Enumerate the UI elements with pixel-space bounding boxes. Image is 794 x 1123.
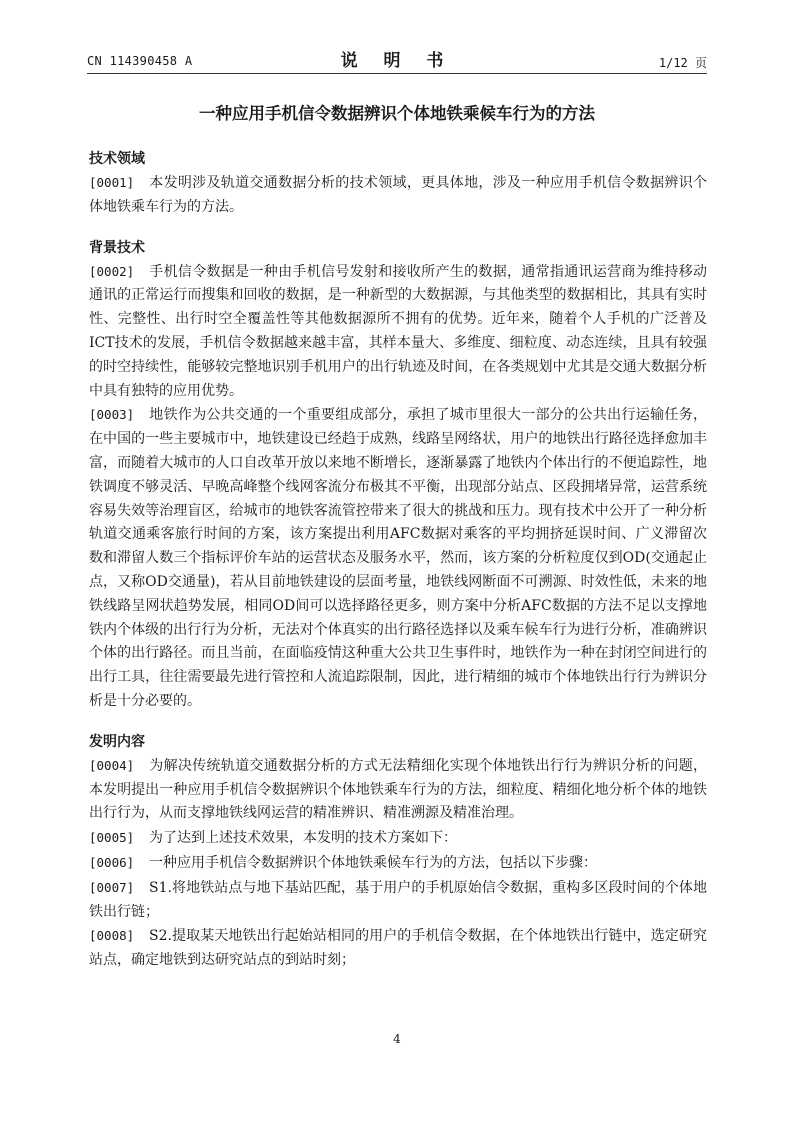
paragraph (89, 924, 707, 973)
paragraph-number: [0006] (89, 854, 135, 870)
paragraph-text: 本发明涉及轨道交通数据分析的技术领域，更具体地，涉及一种应用手机信令数据辨识个体地铁乘车行为的方法。 (89, 175, 707, 215)
page-header (87, 44, 707, 74)
paragraph-number: [0002] (89, 263, 135, 279)
section-heading: 发明内容 (89, 733, 145, 750)
paragraph (89, 754, 707, 826)
paragraph-number: [0004] (89, 757, 135, 773)
paragraph-text: S2.提取某天地铁出行起始站相同的用户的手机信令数据，在个体地铁出行链中，选定研究站点，确定地铁到达研究站点的到站时刻； (89, 928, 707, 969)
paragraph-text: 为解决传统轨道交通数据分析的方式无法精细化实现个体地铁出行行为辨识分析的问题，本发明提出一种应用手机信令数据辨识个体地铁乘车行为的方法，细粒度、精细化地分析个体的地铁出行行为，从而支撑地铁线网运营的精准辨识、精准溯源及精准治理。 (89, 757, 707, 822)
section-heading: 技术领域 (89, 151, 145, 167)
paragraph-text: 一种应用手机信令数据辨识个体地铁乘候车行为的方法，包括以下步骤： (149, 854, 597, 871)
publication-number: CN 114390458 A (87, 54, 193, 68)
paragraph-text: 地铁作为公共交通的一个重要组成部分，承担了城市里很大一部分的公共出行运输任务，在中国的一些主要城市中，地铁建设已经趋于成熟，线路呈网络状，用户的地铁出行路径选择愈加丰富，而随着大城市的人口自改革开放以来地不断增长，逐渐暴露了地铁内个体出行的不便追踪性，地铁调度不够灵活、早晚高峰整个线网客流分布极其不平衡，出现部分站点、区段拥堵异常，运营系统容易失效等治理盲区，给城市的地铁客流管控带来了很大的挑战和压力。现有技术中公开了一种分析轨道交通乘客旅行时间的方案，该方案提出利用AFC数据对乘客的平均拥挤延误时间、广义滞留次数和滞留人数三个指标评价车站的运营状态及服务水平，然而，该方案的分析粒度仅到OD(交通起止点，又称OD交通量)，若从目前地铁建设的层面考量，地铁线网断面不可溯源、时效性低，未来的地铁线路呈网状趋势发展，相同OD间可以选择路径更多，则方案中分析AFC数据的方法不足以支撑地铁内个体级的出行行为分析，无法对个体真实的出行路径选择以及乘车候车行为进行分析，准确辨识个体的出行路径。而且当前，在面临疫情这种重大公共卫生事件时，地铁作为一种在封闭空间进行的出行工具，往往需要最先进行管控和人流追踪限制，因此，进行精细的城市个体地铁出行行为辨识分析是十分必要的。 (89, 407, 707, 709)
paragraph (89, 403, 707, 713)
paragraph (89, 171, 707, 220)
document-type: 说 明 书 (340, 51, 454, 71)
header-divider (87, 73, 707, 74)
paragraph-number: [0008] (89, 928, 135, 944)
paragraph-text: 为了达到上述技术效果，本发明的技术方案如下： (149, 830, 457, 847)
paragraph (89, 826, 707, 851)
section-background (89, 236, 707, 714)
section-invention-content (89, 730, 707, 973)
page-info: 1/12 页 (658, 56, 707, 70)
paragraph (89, 851, 707, 876)
paragraph-number: [0001] (89, 175, 135, 190)
paragraph-number: [0007] (89, 879, 135, 895)
document-title: 一种应用手机信令数据辨识个体地铁乘候车行为的方法 (199, 104, 595, 123)
section-heading: 背景技术 (89, 239, 145, 256)
paragraph (89, 260, 707, 404)
paragraph-text: S1.将地铁站点与地下基站匹配，基于用户的手机原始信令数据，重构多区段时间的个体地铁出行链； (89, 879, 707, 920)
paragraph-text: 手机信令数据是一种由手机信号发射和接收所产生的数据，通常指通讯运营商为维持移动通讯的正常运行而搜集和回收的数据，是一种新型的大数据源，与其他类型的数据相比，其具有实时性、完整性、出行时空全覆盖性等其他数据源所不拥有的优势。近年来，随着个人手机的广泛普及ICT技术的发展，手机信令数据越来越丰富，其样本量大、多维度、细粒度、动态连续，且具有较强的时空持续性，能够较完整地识别手机用户的出行轨迹及时间，在各类规划中尤其是交通大数据分析中具有独特的应用优势。 (89, 263, 707, 399)
paragraph-number: [0003] (89, 407, 135, 423)
section-technical-field (89, 147, 707, 220)
paragraph-number: [0005] (89, 830, 135, 846)
document-body (89, 147, 707, 989)
page-number: 4 (393, 1032, 401, 1046)
paragraph (89, 876, 707, 925)
